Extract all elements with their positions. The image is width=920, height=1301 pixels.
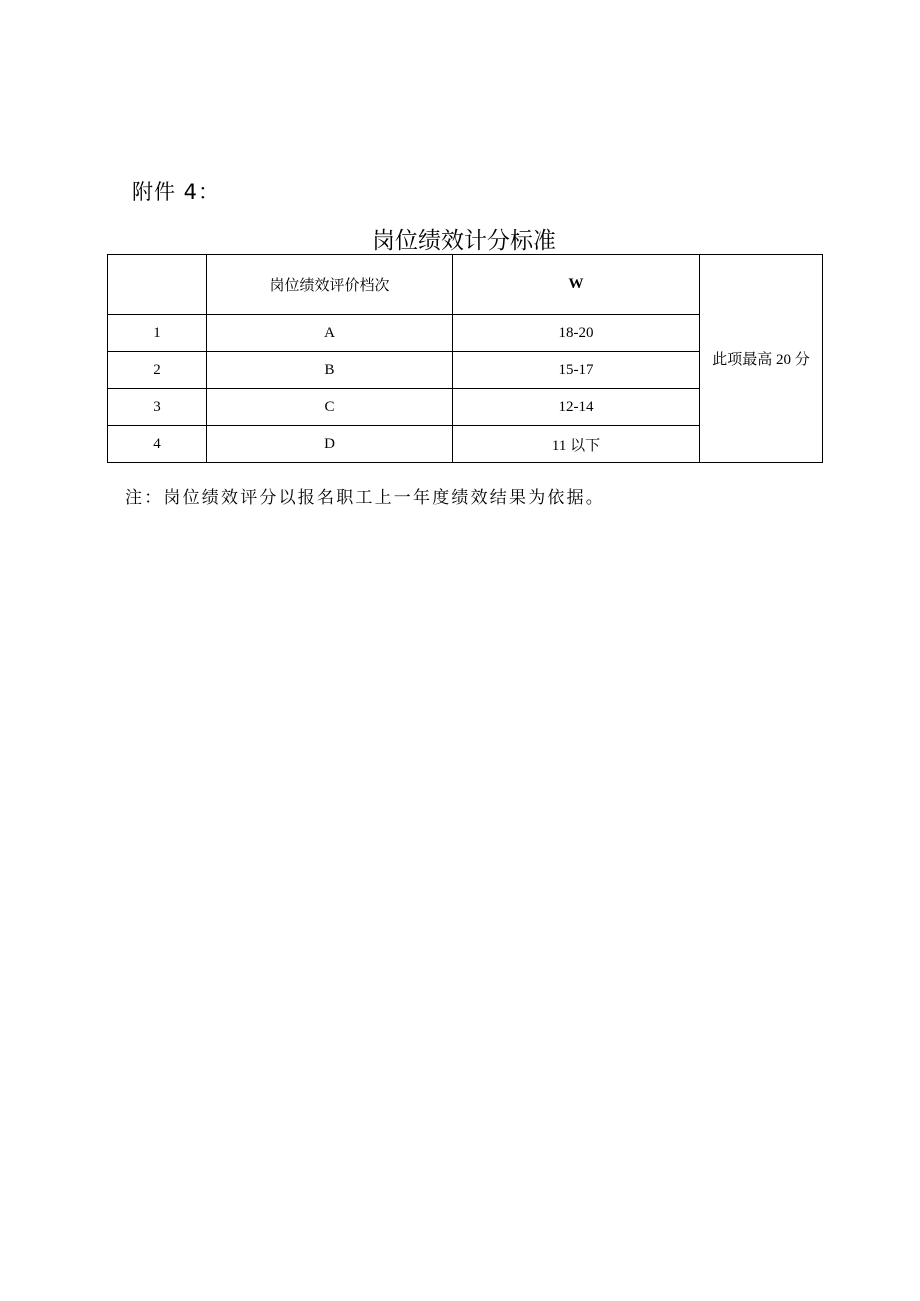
- row-score-cell: 18-20: [453, 315, 700, 352]
- row-index-cell: 4: [108, 426, 207, 463]
- row-score-cell: 12-14: [453, 389, 700, 426]
- row-score-cell: 15-17: [453, 352, 700, 389]
- footnote: 注：岗位绩效评分以报名职工上一年度绩效结果为依据。: [125, 488, 605, 508]
- header-index-cell: [108, 255, 207, 315]
- row-score-cell: 11 以下: [453, 426, 700, 463]
- max-score-note-cell: 此项最高 20 分: [700, 255, 823, 463]
- row-index-cell: 2: [108, 352, 207, 389]
- table-header-row: [108, 255, 823, 315]
- row-index-cell: 1: [108, 315, 207, 352]
- attachment-label: 附件 4：: [132, 180, 221, 204]
- row-index-cell: 3: [108, 389, 207, 426]
- header-score-cell: W: [453, 255, 700, 315]
- row-grade-cell: B: [207, 352, 453, 389]
- document-title: 岗位绩效计分标准: [372, 228, 556, 254]
- scoring-table: [107, 254, 823, 463]
- row-grade-cell: A: [207, 315, 453, 352]
- header-grade-cell: 岗位绩效评价档次: [207, 255, 453, 315]
- row-grade-cell: D: [207, 426, 453, 463]
- row-grade-cell: C: [207, 389, 453, 426]
